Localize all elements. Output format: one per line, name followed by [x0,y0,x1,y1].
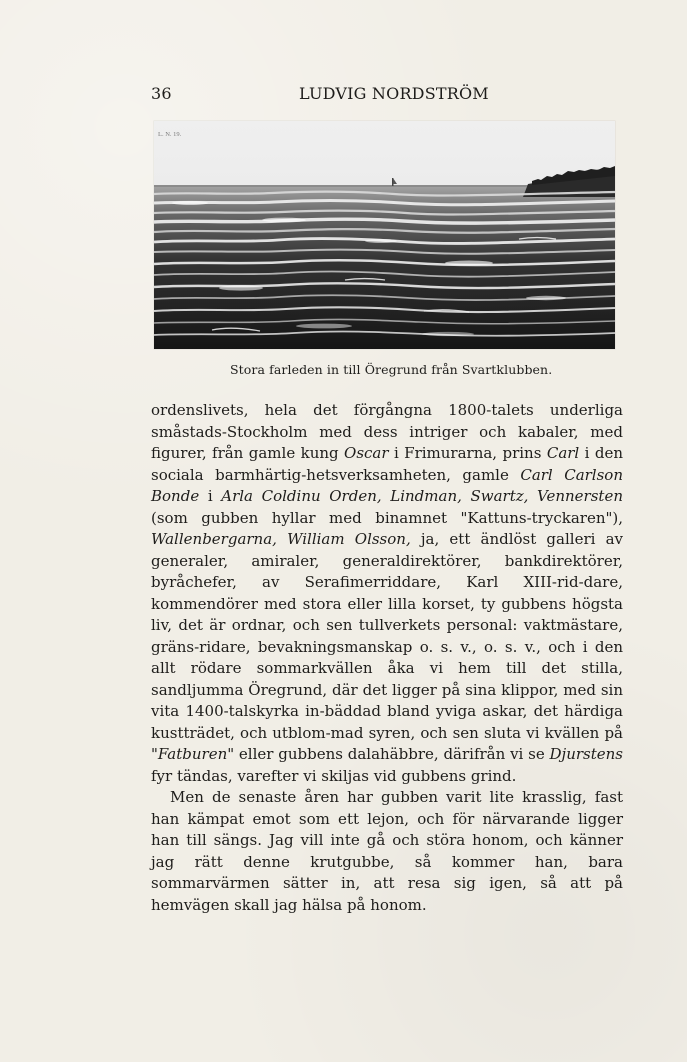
seascape-illustration [154,121,615,349]
p1-text-8: fyr tändas, varefter vi skiljas vid gubbens grind. [151,766,517,785]
p1-italic-5: Wallenbergarna, William Olsson, [151,530,411,548]
p1-italic-7: Djurstens [549,745,623,763]
illustration-monogram: L. N. 19. [158,131,182,138]
seascape-drawing [154,121,615,349]
page-number: 36 [151,84,172,103]
p1-italic-1: Oscar [344,444,389,462]
p1-text-6: ja, ett ändlöst galleri av generaler, amiraler, generaldirektörer, bankdirektörer, byråchefer, av Serafimerriddare, Karl XIII-rid-dare, kommendörer med stora eller lilla korset, ty gubbens högsta liv, det är ordnar, och sen tullverkets personal: vaktmästare, gräns-ridare, bevakningsmanskap o. s. v., o. s. v., och i den allt rödare sommarkvällen åka vi hem till det stilla, sandljumma Öregrund, där det ligger på sina klippor, med sin vita 1400-talskyrka in-bäddad bland yviga askar, det härdiga kustträdet, och utblom-mad syren, och sen sluta vi kvällen på [151,530,624,742]
p1-italic-2: Carl [546,444,580,462]
p1-italic-4: Arla Coldinu Orden, Lindman, Swartz, Vennersten [221,487,623,505]
paragraph-1 [151,400,623,787]
p1-italic-3: Carl Carlson Bonde [151,465,623,505]
p1-text-3: i den sociala barmhärtig-hetsverksamheten, gamle [151,444,623,484]
p1-text-4: i [199,487,222,505]
p1-text-2: i Frimurarna, prins [388,444,547,462]
illustration-caption: Stora farleden in till Öregrund från Svartklubben. [230,362,553,377]
p1-text-7: eller gubbens dalahäbbre, därifrån vi se [234,745,550,763]
body-text [151,400,623,916]
running-head: LUDVIG NORDSTRÖM [299,84,489,103]
p1-text-1: ordenslivets, hela det förgångna 1800-talets underliga småstads-Stockholm med dess intriger och kabaler, med figurer, från gamle kung [151,401,623,462]
paragraph-2: Men de senaste åren har gubben varit lite krasslig, fast han kämpat emot som ett lejon, och för närvarande ligger han till sängs. Jag vill inte gå och störa honom, och känner jag rätt denne krutgubbe, så kommer han, bara sommarvärmen sätter in, att resa sig igen, så att på hemvägen skall jag hälsa på honom. [151,788,623,914]
p1-italic-6: "Fatburen" [151,745,235,763]
page-header [151,84,489,108]
p1-text-5: (som gubben hyllar med binamnet "Kattuns-tryckaren"), [151,508,623,527]
